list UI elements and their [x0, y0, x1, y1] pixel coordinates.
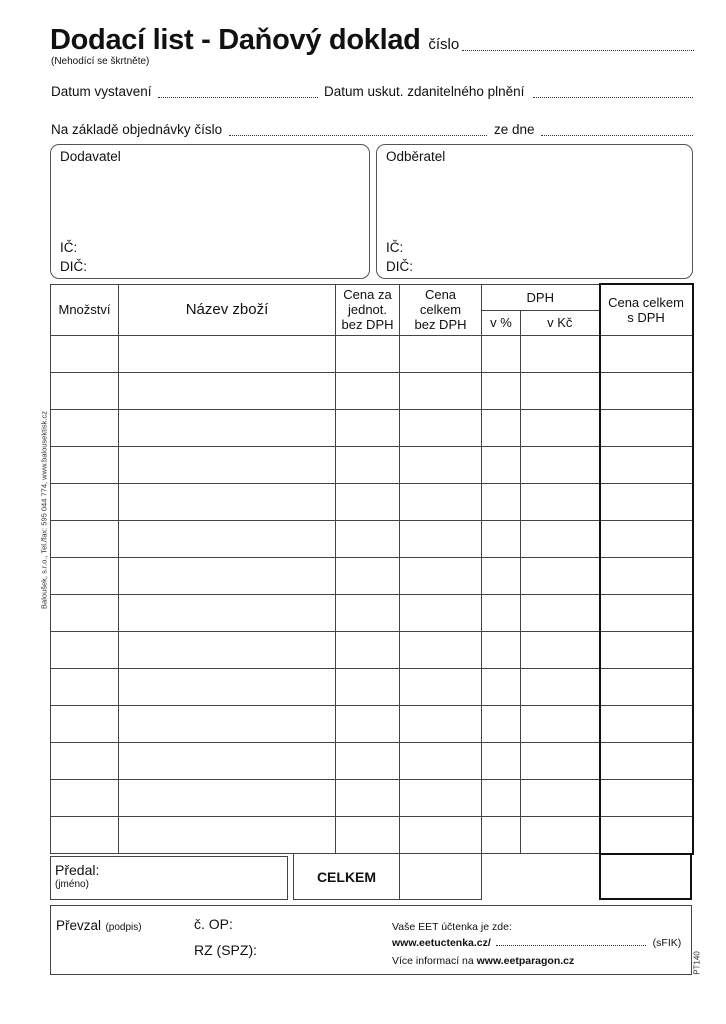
title-text: Dodací list - Daňový doklad: [50, 24, 421, 56]
unit-price-cell[interactable]: [336, 631, 400, 668]
total-vat-cell[interactable]: [600, 779, 693, 816]
name-cell[interactable]: [119, 594, 336, 631]
total-vat-cell[interactable]: [600, 631, 693, 668]
number-field[interactable]: [462, 36, 694, 51]
vat-percent-cell[interactable]: [482, 742, 521, 779]
vat-percent-cell[interactable]: [482, 594, 521, 631]
total-vat-cell[interactable]: [600, 335, 693, 372]
vat-percent-cell[interactable]: [482, 520, 521, 557]
supplier-label: Dodavatel: [60, 149, 121, 164]
vat-czk-cell[interactable]: [521, 335, 600, 372]
issue-date-label: Datum vystavení: [51, 84, 152, 99]
total-vat-cell[interactable]: [600, 446, 693, 483]
total-price-cell[interactable]: [400, 853, 482, 900]
quantity-cell[interactable]: [51, 483, 119, 520]
vat-czk-cell[interactable]: [521, 483, 600, 520]
vat-czk-cell[interactable]: [521, 742, 600, 779]
eet-url[interactable]: www.eetuctenka.cz/: [392, 937, 491, 949]
table-row: [51, 409, 693, 446]
quantity-cell[interactable]: [51, 520, 119, 557]
col-name-header: Název zboží: [119, 284, 336, 335]
plate-label: RZ (SPZ):: [194, 942, 257, 958]
total-price-cell[interactable]: [400, 742, 482, 779]
quantity-cell[interactable]: [51, 816, 119, 854]
side-print: Baloušek, s.r.o., Tel./fax: 595 044 774, www.balousektisk.cz: [39, 411, 49, 609]
more-info-url[interactable]: www.eetparagon.cz: [476, 955, 575, 967]
table-row: [51, 335, 693, 372]
vat-percent-cell[interactable]: [482, 631, 521, 668]
vat-czk-cell[interactable]: [521, 779, 600, 816]
table-row: [51, 816, 693, 854]
form-code: PT140: [692, 951, 702, 975]
received-box[interactable]: [50, 905, 692, 975]
id-card-label: č. OP:: [194, 916, 233, 932]
vat-percent-cell[interactable]: [482, 446, 521, 483]
vat-percent-cell[interactable]: [482, 335, 521, 372]
vat-percent-cell[interactable]: [482, 705, 521, 742]
unit-price-cell[interactable]: [336, 409, 400, 446]
total-price-cell[interactable]: [400, 668, 482, 705]
vat-percent-cell[interactable]: [482, 779, 521, 816]
vat-czk-cell[interactable]: [521, 816, 600, 854]
quantity-cell[interactable]: [51, 335, 119, 372]
vat-czk-cell[interactable]: [521, 705, 600, 742]
table-row: [51, 668, 693, 705]
total-vat-cell[interactable]: [600, 409, 693, 446]
name-cell[interactable]: [119, 372, 336, 409]
vat-czk-cell[interactable]: [521, 409, 600, 446]
total-price-cell[interactable]: [400, 483, 482, 520]
taxable-date-field[interactable]: [533, 86, 693, 98]
total-vat-cell[interactable]: [482, 853, 600, 900]
received-sub: (podpis): [105, 922, 142, 933]
total-price-cell[interactable]: [400, 335, 482, 372]
more-info-prefix: Více informací na: [392, 955, 474, 967]
received-label: Převzal: [56, 918, 102, 933]
order-date-label: ze dne: [494, 122, 535, 137]
name-cell[interactable]: [119, 520, 336, 557]
name-cell[interactable]: [119, 779, 336, 816]
order-number-field[interactable]: [229, 124, 487, 136]
name-cell[interactable]: [119, 335, 336, 372]
order-date-field[interactable]: [541, 124, 693, 136]
vat-czk-cell[interactable]: [521, 520, 600, 557]
quantity-cell[interactable]: [51, 705, 119, 742]
unit-price-cell[interactable]: [336, 594, 400, 631]
unit-price-cell[interactable]: [336, 816, 400, 854]
name-cell[interactable]: [119, 705, 336, 742]
total-with-vat-cell[interactable]: [599, 853, 692, 900]
table-row: [51, 483, 693, 520]
name-cell[interactable]: [119, 631, 336, 668]
unit-price-cell[interactable]: [336, 668, 400, 705]
supplier-dic-label: DIČ:: [60, 259, 87, 274]
total-vat-cell[interactable]: [600, 557, 693, 594]
table-row: [51, 557, 693, 594]
received-label-group: [56, 917, 142, 935]
quantity-cell[interactable]: [51, 372, 119, 409]
taxable-date-label: Datum uskut. zdanitelného plnění: [324, 84, 525, 99]
total-label-box: [293, 853, 400, 900]
col-quantity-header: Množství: [51, 284, 119, 335]
quantity-cell[interactable]: [51, 409, 119, 446]
col-vat-czk-header: v Kč: [521, 310, 600, 335]
total-price-cell[interactable]: [400, 372, 482, 409]
unit-price-cell[interactable]: [336, 446, 400, 483]
col-vat-percent-header: v %: [482, 310, 521, 335]
more-info-line: [392, 955, 574, 967]
total-vat-cell[interactable]: [600, 520, 693, 557]
col-total-vat-header: Cena celkem s DPH: [600, 284, 693, 335]
customer-ic-label: IČ:: [386, 240, 404, 255]
vat-percent-cell[interactable]: [482, 372, 521, 409]
total-price-cell[interactable]: [400, 557, 482, 594]
col-vat-header: DPH: [482, 284, 600, 310]
quantity-cell[interactable]: [51, 631, 119, 668]
total-price-cell[interactable]: [400, 779, 482, 816]
customer-box[interactable]: [376, 144, 693, 279]
unit-price-cell[interactable]: [336, 335, 400, 372]
col-unit-price-header: Cena za jednot. bez DPH: [336, 284, 400, 335]
vat-czk-cell[interactable]: [521, 594, 600, 631]
total-vat-cell[interactable]: [600, 594, 693, 631]
name-cell[interactable]: [119, 742, 336, 779]
customer-label: Odběratel: [386, 149, 446, 164]
cross-note: (Nehodící se škrtněte): [51, 56, 150, 67]
quantity-cell[interactable]: [51, 594, 119, 631]
table-row: [51, 742, 693, 779]
table-row: [51, 779, 693, 816]
vat-percent-cell[interactable]: [482, 557, 521, 594]
unit-price-cell[interactable]: [336, 779, 400, 816]
name-cell[interactable]: [119, 446, 336, 483]
issue-date-field[interactable]: [158, 86, 318, 98]
total-vat-cell[interactable]: [600, 816, 693, 854]
name-cell[interactable]: [119, 816, 336, 854]
unit-price-cell[interactable]: [336, 742, 400, 779]
total-price-cell[interactable]: [400, 594, 482, 631]
quantity-cell[interactable]: [51, 446, 119, 483]
name-cell[interactable]: [119, 483, 336, 520]
total-price-cell[interactable]: [400, 409, 482, 446]
unit-price-cell[interactable]: [336, 372, 400, 409]
total-price-cell[interactable]: [400, 631, 482, 668]
total-price-cell[interactable]: [400, 705, 482, 742]
form-title: [50, 24, 459, 57]
quantity-cell[interactable]: [51, 742, 119, 779]
quantity-cell[interactable]: [51, 557, 119, 594]
total-vat-cell[interactable]: [600, 742, 693, 779]
supplier-ic-label: IČ:: [60, 240, 78, 255]
number-label: číslo: [428, 36, 460, 53]
name-cell[interactable]: [119, 409, 336, 446]
vat-czk-cell[interactable]: [521, 372, 600, 409]
eet-code-field[interactable]: [496, 937, 646, 946]
total-vat-cell[interactable]: [600, 483, 693, 520]
unit-price-cell[interactable]: [336, 705, 400, 742]
vat-percent-cell[interactable]: [482, 483, 521, 520]
quantity-cell[interactable]: [51, 668, 119, 705]
vat-percent-cell[interactable]: [482, 668, 521, 705]
handed-over-label: Předal:: [55, 862, 100, 878]
table-row: [51, 446, 693, 483]
col-total-price-header: Cena celkem bez DPH: [400, 284, 482, 335]
handed-over-box[interactable]: [50, 856, 288, 900]
vat-percent-cell[interactable]: [482, 816, 521, 854]
name-cell[interactable]: [119, 668, 336, 705]
vat-czk-cell[interactable]: [521, 631, 600, 668]
name-cell[interactable]: [119, 557, 336, 594]
customer-dic-label: DIČ:: [386, 259, 413, 274]
vat-percent-cell[interactable]: [482, 409, 521, 446]
total-label: CELKEM: [316, 868, 377, 885]
order-number-label: Na základě objednávky číslo: [51, 122, 223, 137]
eet-sfik: (sFIK): [652, 937, 682, 949]
items-table: [50, 283, 694, 855]
table-row: [51, 594, 693, 631]
table-row: [51, 372, 693, 409]
eet-text: Vaše EET účtenka je zde:: [392, 921, 512, 933]
supplier-box[interactable]: [50, 144, 370, 279]
total-price-cell[interactable]: [400, 816, 482, 854]
quantity-cell[interactable]: [51, 779, 119, 816]
total-vat-cell[interactable]: [600, 668, 693, 705]
unit-price-cell[interactable]: [336, 520, 400, 557]
table-row: [51, 631, 693, 668]
vat-czk-cell[interactable]: [521, 668, 600, 705]
handed-over-sub: (jméno): [55, 879, 89, 890]
vat-czk-cell[interactable]: [521, 557, 600, 594]
total-price-cell[interactable]: [400, 446, 482, 483]
total-vat-cell[interactable]: [600, 372, 693, 409]
total-price-cell[interactable]: [400, 520, 482, 557]
table-row: [51, 705, 693, 742]
table-row: [51, 520, 693, 557]
unit-price-cell[interactable]: [336, 483, 400, 520]
eet-url-line: [392, 937, 681, 949]
vat-czk-cell[interactable]: [521, 446, 600, 483]
unit-price-cell[interactable]: [336, 557, 400, 594]
total-vat-cell[interactable]: [600, 705, 693, 742]
